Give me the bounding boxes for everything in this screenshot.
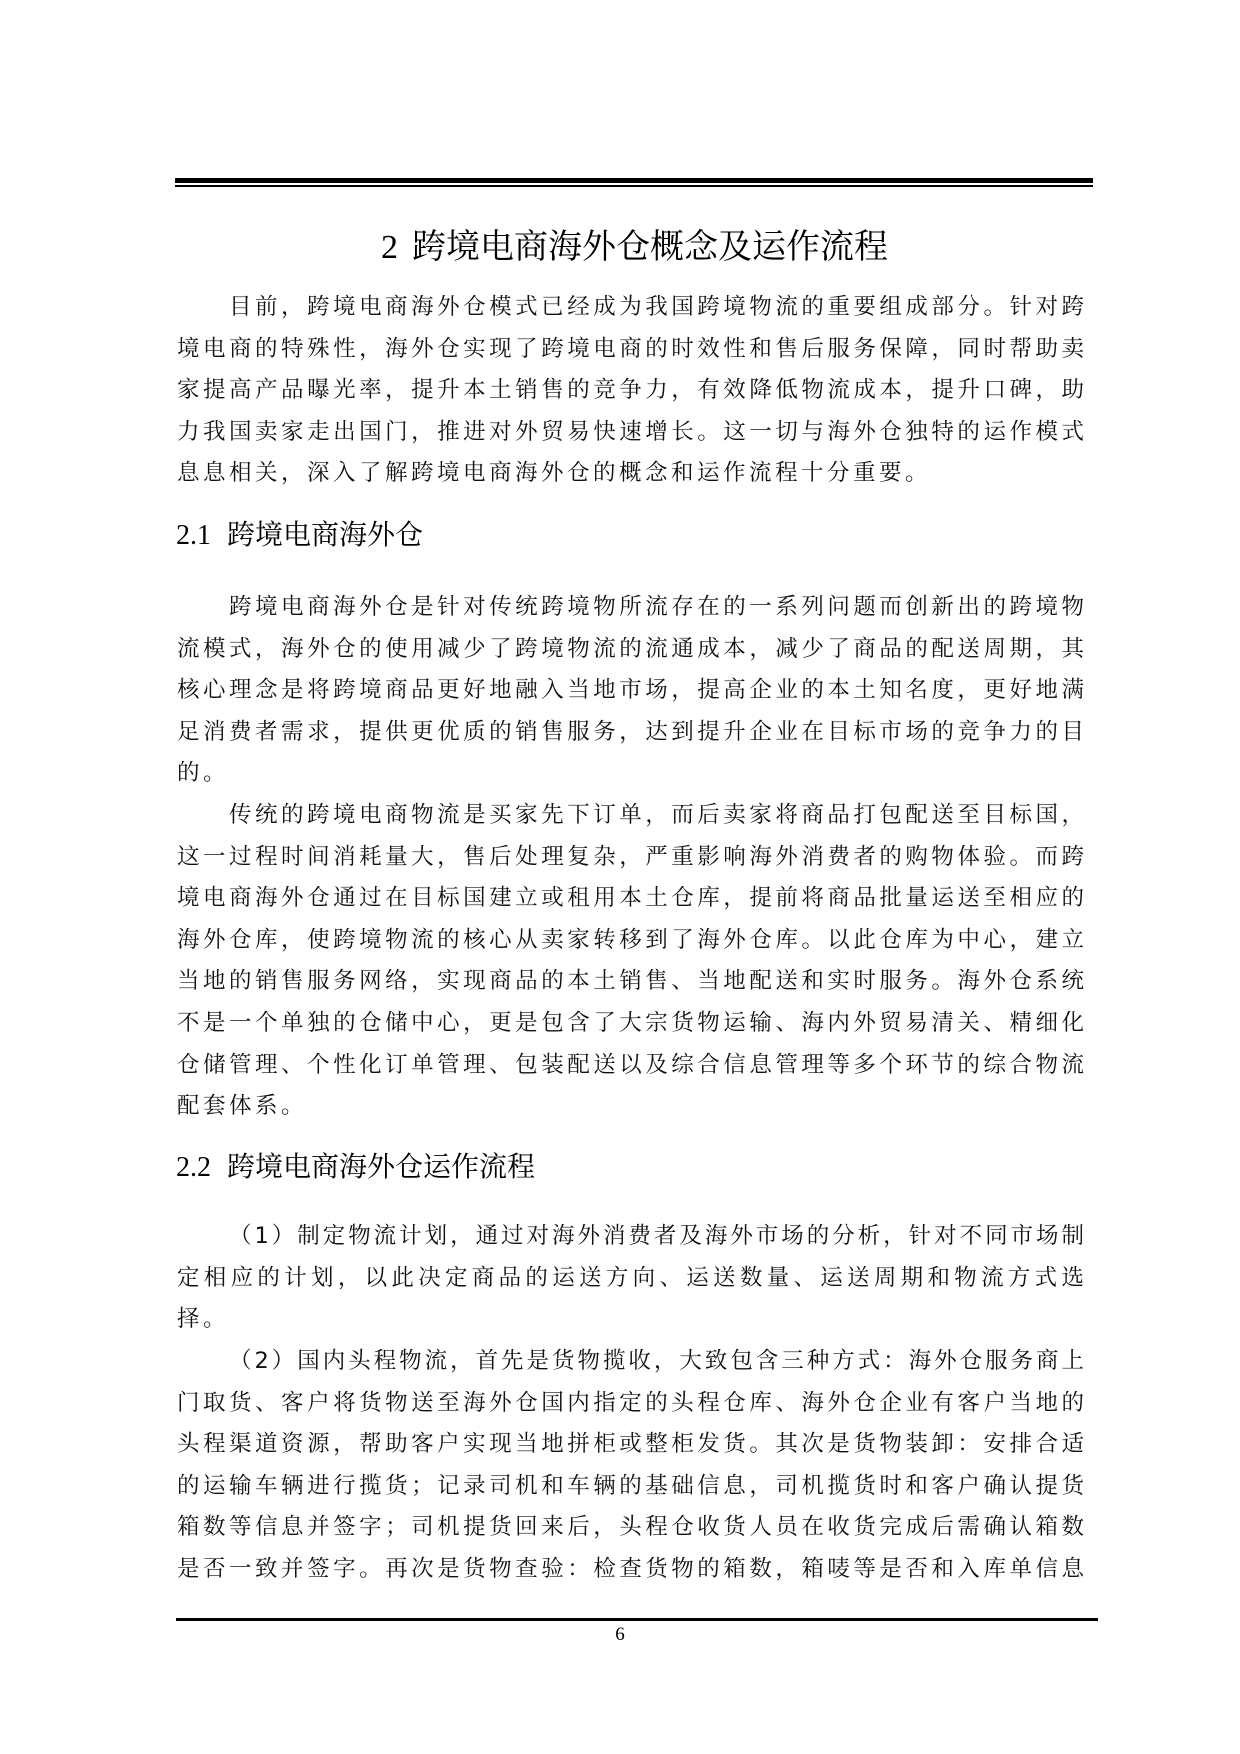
text-line: （2）国内头程物流，首先是货物揽收，大致包含三种方式：海外仓服务商上 bbox=[229, 1348, 1084, 1374]
text-line: 的。 bbox=[177, 760, 230, 787]
text-line: 家提高产品曝光率，提升本土销售的竞争力，有效降低物流成本，提升口碑，助 bbox=[177, 377, 1084, 404]
section-2-2-paragraph-1 bbox=[177, 1216, 1084, 1341]
section-title: 跨境电商海外仓 bbox=[227, 518, 424, 551]
text-line: 择。 bbox=[177, 1306, 230, 1333]
header-rule-thick bbox=[175, 178, 1093, 183]
text-line: 箱数等信息并签字；司机提货回来后，头程仓收货人员在收货完成后需确认箱数 bbox=[177, 1514, 1084, 1541]
chapter-title bbox=[176, 225, 1093, 270]
section-2-1-heading bbox=[176, 515, 423, 556]
header-rule-thin bbox=[175, 185, 1093, 187]
text-line: 海外仓库，使跨境物流的核心从卖家转移到了海外仓库。以此仓库为中心，建立 bbox=[177, 926, 1084, 953]
text-line: 境电商海外仓通过在目标国建立或租用本土仓库，提前将商品批量运送至相应的 bbox=[177, 885, 1084, 912]
section-2-1-paragraph-1 bbox=[177, 587, 1084, 795]
text-line: 足消费者需求，提供更优质的销售服务，达到提升企业在目标市场的竞争力的目 bbox=[177, 718, 1084, 745]
section-2-2-paragraph-2 bbox=[177, 1341, 1084, 1591]
intro-paragraph bbox=[177, 287, 1084, 495]
section-number: 2.2 bbox=[176, 1152, 211, 1183]
text-line: 流模式，海外仓的使用减少了跨境物流的流通成本，减少了商品的配送周期，其 bbox=[177, 635, 1084, 662]
text-line: 核心理念是将跨境商品更好地融入当地市场，提高企业的本土知名度，更好地满 bbox=[177, 677, 1084, 704]
text-line: 门取货、客户将货物送至海外仓国内指定的头程仓库、海外仓企业有客户当地的 bbox=[177, 1389, 1084, 1416]
text-line: 目前，跨境电商海外仓模式已经成为我国跨境物流的重要组成部分。针对跨 bbox=[229, 294, 1084, 320]
section-2-1-paragraph-2 bbox=[177, 795, 1084, 1128]
text-line: 不是一个单独的仓储中心，更是包含了大宗货物运输、海内外贸易清关、精细化 bbox=[177, 1009, 1084, 1036]
chapter-number: 2 bbox=[381, 229, 398, 266]
text-line: 境电商的特殊性，海外仓实现了跨境电商的时效性和售后服务保障，同时帮助卖 bbox=[177, 335, 1084, 362]
text-line: 头程渠道资源，帮助客户实现当地拼柜或整柜发货。其次是货物装卸：安排合适 bbox=[177, 1431, 1084, 1458]
text-line: 定相应的计划，以此决定商品的运送方向、运送数量、运送周期和物流方式选 bbox=[177, 1264, 1084, 1291]
footer-rule bbox=[176, 1618, 1098, 1621]
text-line: 力我国卖家走出国门，推进对外贸易快速增长。这一切与海外仓独特的运作模式 bbox=[177, 418, 1084, 445]
text-line: 配套体系。 bbox=[177, 1093, 308, 1120]
text-line: 息息相关，深入了解跨境电商海外仓的概念和运作流程十分重要。 bbox=[177, 460, 932, 487]
text-line: 跨境电商海外仓是针对传统跨境物所流存在的一系列问题而创新出的跨境物 bbox=[229, 594, 1084, 620]
text-line: 当地的销售服务网络，实现商品的本土销售、当地配送和实时服务。海外仓系统 bbox=[177, 968, 1084, 995]
text-line: 这一过程时间消耗量大，售后处理复杂，严重影响海外消费者的购物体验。而跨 bbox=[177, 843, 1084, 870]
section-2-2-heading bbox=[176, 1147, 535, 1188]
section-number: 2.1 bbox=[176, 520, 211, 551]
text-line: 的运输车辆进行揽货；记录司机和车辆的基础信息，司机揽货时和客户确认提货 bbox=[177, 1472, 1084, 1499]
text-line: 传统的跨境电商物流是买家先下订单，而后卖家将商品打包配送至目标国， bbox=[229, 802, 1084, 828]
text-line: 是否一致并签字。再次是货物查验：检查货物的箱数，箱唛等是否和入库单信息 bbox=[177, 1555, 1084, 1582]
text-line: （1）制定物流计划，通过对海外消费者及海外市场的分析，针对不同市场制 bbox=[229, 1223, 1084, 1249]
section-title: 跨境电商海外仓运作流程 bbox=[227, 1150, 536, 1183]
text-line: 仓储管理、个性化订单管理、包装配送以及综合信息管理等多个环节的综合物流 bbox=[177, 1051, 1084, 1078]
page-number: 6 bbox=[615, 1624, 625, 1645]
chapter-title-text: 跨境电商海外仓概念及运作流程 bbox=[412, 227, 888, 267]
